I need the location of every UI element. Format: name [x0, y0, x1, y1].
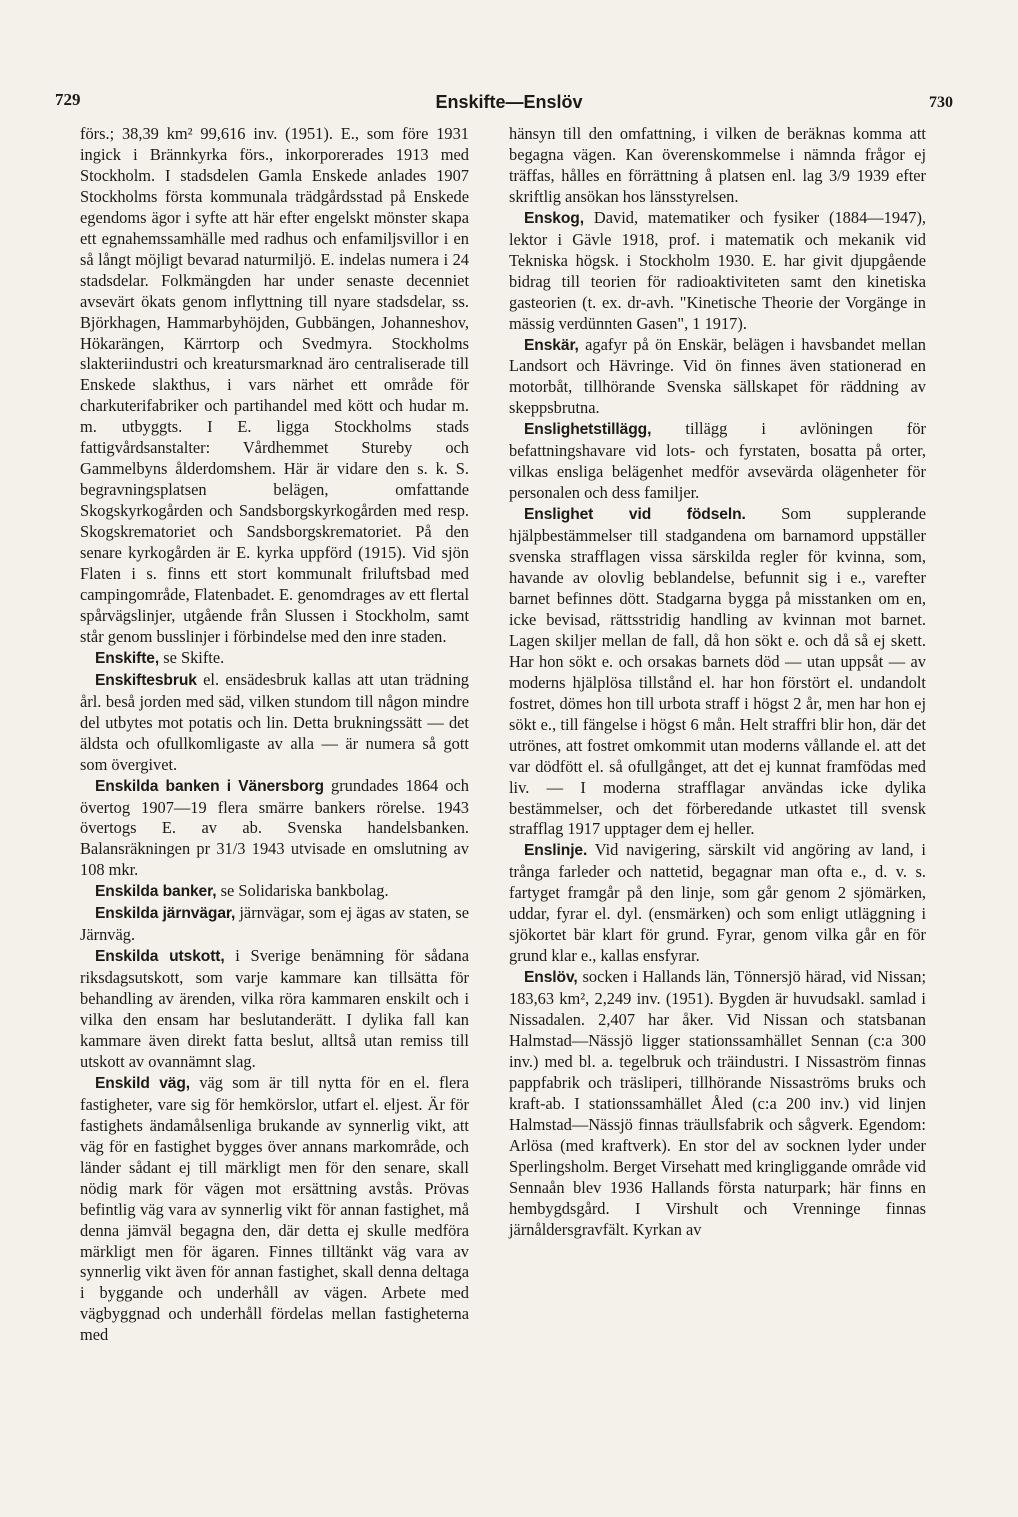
entry — [80, 1073, 469, 1346]
entry — [80, 881, 469, 903]
entry-text: se Solidariska bankbolag. — [216, 881, 389, 901]
entry-text: väg som är till nytta för en el. flera fastigheter, vare sig för hemkörslor, utfart el. eljest. Är för fastighets ändamålsenliga brukande av synnerlig vikt, att väg för en fastighet bygges över annans markområde, och länder sådant ej till märkligt men för den senare, skall nödig mark för vägen mot ersättning avstås. Prövas befintlig väg vara av synnerlig vikt för annan fastighet, må denna jämväl begagna den, där detta ej skulle medföra märkligt men för ägaren. Finnes tilltänkt väg vara av synnerlig vikt även för annan fastighet, skall denna deltaga i byggande och underhåll av vägen. Arbete med vägbyggnad och underhåll fördelas mellan fastigheterna med — [80, 1072, 470, 1345]
running-header — [0, 84, 1018, 118]
entry-text: tillägg i avlöningen för befattningshavare vid lots- och fyrstaten, bosatta på orter, vilkas ensliga belägenhet medför avsevärda olägenheter för personalen och dess familjer. — [509, 419, 926, 503]
entry-headword: Enskilda utskott, — [95, 948, 225, 966]
entry-headword: Enskifte, — [95, 649, 160, 667]
entry — [509, 967, 926, 1240]
entry — [80, 776, 469, 882]
entry-text: David, matematiker och fysiker (1884—1947), lektor i Gävle 1918, prof. i matematik och mekanik vid Tekniska högsk. i Stockholm 1930. E. har givit djupgående bidrag till teorien för radioaktiviteten samt den kinetiska gasteorien (t. ex. dr-avh. "Kinetische Theorie der Vorgänge in mässig verdünnten Gasen", 1 1917). — [509, 207, 926, 333]
entry-text: se Skifte. — [159, 647, 225, 667]
page-number-left: 729 — [55, 90, 81, 109]
entry — [509, 419, 926, 504]
entry-text: Som supplerande hjälpbestämmelser till stadgandena om barnamord uppställer svenska strafflagen vissa särskilda regler för kvinna, som, havande av olovlig beblandelse, befunnit sig i e., varefter barnet befinnes dött. Stadgarna bygga på misstanken om en, icke bevisad, rättsstridig handling av kvinnan mot barnet. Lagen skiljer mellan de fall, då hon sökt e. och då så ej skett. Har hon sökt e. och orsakas barnets död — utan uppsåt — av moderns hjälplösa tillstånd el. har hon förstört el. undandolt fostret, dömes hon till urbota straff i högst 2 år, men har hon ej sökt e., till fängelse i högst 6 mån. Helt straffri blir hon, där det utrönes, att fostret omkommit utan moderns vållande el. att det var dödfött el. så ofullgånget, att det ej kunnat framfödas med liv. — I moderna strafflagar användas icke dylika bestämmelser, och det förberedande utkastet till svensk strafflag 1917 upptager dem ej heller. — [509, 504, 926, 839]
entry-headword: Enslinje. — [524, 842, 588, 860]
entry — [80, 903, 469, 946]
entry-headword: Enslighetstillägg, — [524, 421, 652, 439]
entry-headword: Enskild väg, — [95, 1074, 191, 1092]
entry-headword: Enskog, — [524, 209, 584, 227]
header-title: Enskifte—Enslöv — [435, 92, 583, 112]
entry-text: i Sverige benämning för sådana riksdagsutskott, som varje kammare kan tillsätta för behandling av ärenden, vilka röra kammaren enskilt och i vilka den ensam har beslutanderätt. I dylika fall kan kammare även direkt fatta beslut, alltså utan remiss till utskott av ovannämnt slag. — [80, 946, 469, 1071]
entry-text: Vid navigering, särskilt vid angöring av land, i trånga farleder och nattetid, begagnar man ofta e., d. v. s. fartyget framgår på den linje, som går genom 2 sjömärken, uddar, fyrar el. dyl. (ensmärken) och som enligt utläggning i sjökortet bär klart för grund. Fyrar, genom vilka går en för grund klar e., kallas ensfyrar. — [509, 840, 926, 966]
entry — [80, 946, 469, 1073]
entry-text: socken i Hallands län, Tönnersjö härad, vid Nissan; 183,63 km², 2,249 inv. (1951). Bygden är huvudsakl. samlad i Nissadalen. 2,407 har åker. Vid Nissan och statsbanan Halmstad—Nässjö ligger stationssamhället Sennan (c:a 300 inv.) med bl. a. tegelbruk och träindustri. I Nissaström finnas pappfabrik och träsliperi, tillhörande Nissaströms bruks och kraft-ab. I stationssamhället Åled (c:a 200 inv.) vid linjen Halmstad—Nässjö finnas träullsfabrik och sågverk. Egendom: Arlösa (med kraftverk). En stor del av socknen lyder under Sperlingsholm. Berget Virsehatt med kringliggande område vid Sennaån blev 1936 Hallands första naturpark; här finns en hembygdsgård. I Virshult och Vrenninge finnas järnåldersgravfält. Kyrkan av — [509, 967, 926, 1239]
entry: hänsyn till den omfattning, i vilken de beräknas komma att begagna vägen. Kan överenskommelse i nämnda frågor ej träffas, hålles en förrättning å platsen enl. lag 3/9 1939 efter skriftlig ansökan hos länsstyrelsen. — [509, 124, 926, 206]
entry-text: agafyr på ön Enskär, belägen i havsbandet mellan Landsort och Hävringe. Vid ön finnes även stationerad en motorbåt, tillhörande Svenska sällskapet för räddning av skeppsbrutna. — [509, 334, 926, 418]
entry — [509, 208, 926, 335]
entry-headword: Enskilda järnvägar, — [95, 905, 236, 923]
right-column — [509, 124, 926, 1241]
entry-text: järnvägar, som ej ägas av staten, se Järnväg. — [80, 903, 470, 945]
entry-headword: Enskilda banken i Vänersborg — [95, 777, 324, 795]
entry-text: el. ensädesbruk kallas att utan trädning årl. beså jorden med säd, vilken stundom till någon mindre del utbytes mot potatis och lin. Detta brukningssätt — det äldsta och ofullkomligaste av alla — är numera så gott som övergivet. — [80, 669, 469, 774]
entry-headword: Enskiftesbruk — [95, 671, 197, 689]
entry — [509, 335, 926, 420]
entry — [80, 670, 469, 776]
entry — [509, 504, 926, 840]
page-number-right: 730 — [929, 94, 953, 111]
left-column — [80, 124, 469, 1346]
entry — [509, 840, 926, 967]
entry-headword: Enslighet vid födseln. — [524, 506, 746, 524]
entry-text: grundades 1864 och övertog 1907—19 flera smärre bankers rörelse. 1943 övertogs E. av ab. Svenska handelsbanken. Balansräkningen pr 31/3 1943 utvisade en omslutning av 108 mkr. — [80, 775, 469, 880]
entry-headword: Enslöv, — [524, 969, 578, 987]
entry-headword: Enskär, — [524, 336, 579, 354]
entry: förs.; 38,39 km² 99,616 inv. (1951). E., som före 1931 ingick i Brännkyrka förs., inkorporerades 1913 med Stockholm. I stadsdelen Gamla Enskede anlades 1907 Stockholms första kommunala trädgårdsstad på Enskede egendoms ägor i syfte att här efter engelskt mönster skapa ett egnahemssamhälle med radhus och enfamiljsvillor i en så långt möjligt bevarad naturmiljö. E. indelas numera i 24 stadsdelar. Folkmängden har under senaste decenniet avsevärt ökats genom inflyttning till nyare stadsdelar, ss. Björkhagen, Hammarbyhöjden, Gubbängen, Johanneshov, Hökarängen, Kärrtorp och Svedmyra. Stockholms slakteriindustri och kreatursmarknad äro centraliserade till Enskede slakthus, i vars närhet ett område för charkuterifabriker och partihandel med kött och hudar m. m. utbyggts. I E. ligga Stockholms stads fattigvårdsanstalter: Vårdhemmet Stureby och Gammelbyns ålderdomshem. Här är vidare den s. k. S. begravningsplatsen belägen, omfattande Skogskyrkogården och Sandsborgskyrkogården med resp. Skogskrematoriet och Sandsborgskrematoriet. På den senare kyrkogården är E. kyrka uppförd (1915). Vid sjön Flaten i s. finns ett stort kommunalt friluftsbad med campingområde, Flatenbadet. E. genomdrages av ett flertal spårvägslinjer, utgående från Slussen i Stockholm, samt står genom busslinjer i förbindelse med den inre staden. — [80, 124, 469, 646]
entry-headword: Enskilda banker, — [95, 883, 217, 901]
entry — [80, 648, 469, 670]
